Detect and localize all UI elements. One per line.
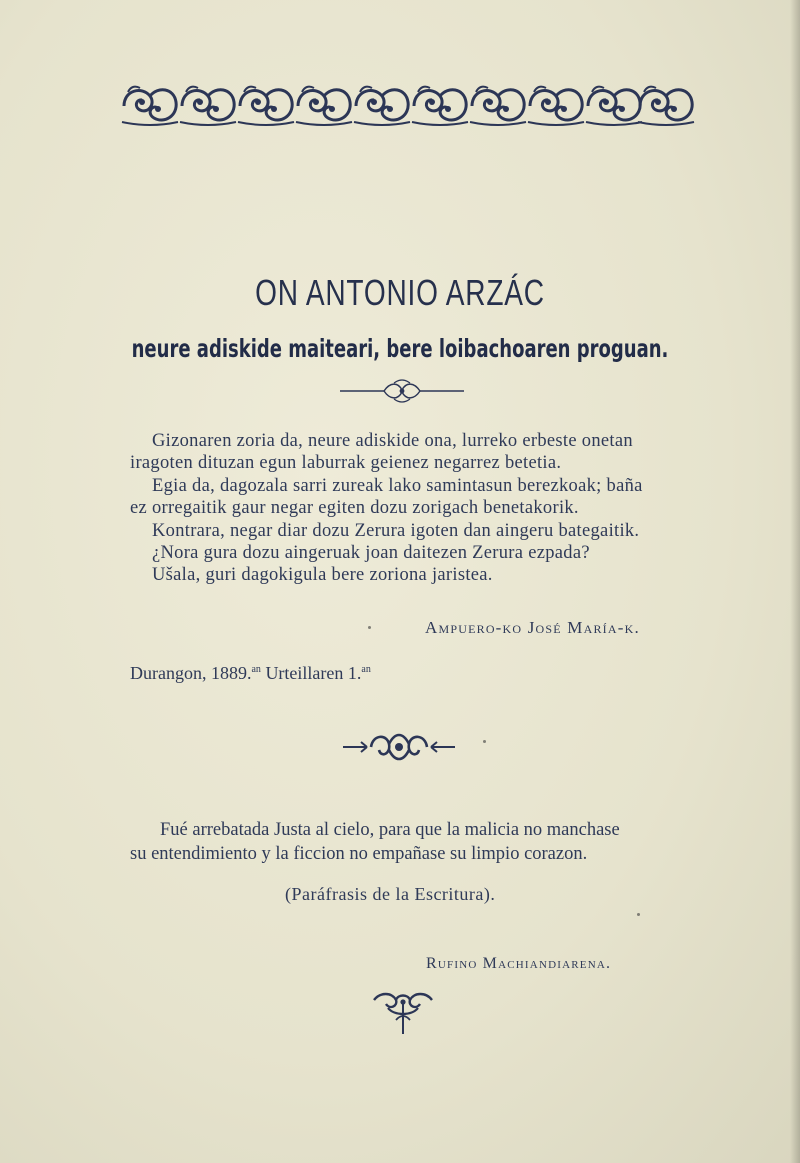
divider-ornament-icon [340, 378, 464, 404]
basque-line: Egia da, dagozala sarri zureak lako samintasun berezkoak; baña [152, 475, 643, 496]
epigraph-source: (Paráfrasis de la Escritura). [285, 884, 496, 904]
dedication-subtitle: neure adiskide maiteari, bere loibachoaren proguan. [131, 334, 669, 363]
basque-line: iragoten dituzan egun laburrak geienez negarrez betetia. [130, 453, 562, 474]
mid-ornament-icon [343, 730, 455, 764]
basque-line: ez orregaitik gaur negar egiten dozu zorigach benetakorik. [130, 498, 579, 519]
spanish-line: Fué arrebatada Justa al cielo, para que la malicia no manchase [160, 820, 620, 840]
basque-line: ¿Nora gura dozu aingeruak joan daitezen Zerura ezpada? [152, 543, 590, 564]
dateline-year-suffix: an [251, 664, 261, 675]
dateline-place: Durangon, [130, 663, 207, 683]
dateline-year: 1889. [210, 663, 252, 683]
ink-speck [637, 913, 640, 916]
basque-line: Gizonaren zoria da, neure adiskide ona, lurreko erbeste onetan [152, 431, 633, 451]
page-title: ON ANTONIO ARZÁC [255, 272, 545, 313]
ink-speck [368, 626, 371, 629]
dateline-day-suffix: an [361, 664, 371, 675]
basque-line: Kontrara, negar diar dozu Zerura igoten dan aingeru bategaitik. [152, 520, 640, 541]
basque-dedication-text [130, 430, 710, 587]
basque-line: Ušala, guri dagokigula bere zoriona jaristea. [152, 565, 493, 586]
ornament-band-icon [120, 82, 696, 130]
spanish-line: su entendimiento y la ficcion no empañase su limpio corazon. [130, 844, 588, 864]
spanish-epigraph [130, 818, 710, 866]
dateline-month: Urteillaren [265, 663, 344, 683]
tailpiece-ornament-icon [370, 990, 436, 1036]
spanish-signature: Rufino Machiandiarena. [426, 955, 612, 972]
page-edge-shadow [790, 0, 800, 1163]
dateline [130, 663, 371, 684]
dateline-day: 1. [347, 663, 362, 683]
basque-signature: Ampuero-ko José María-k. [425, 618, 640, 637]
ink-speck [483, 740, 486, 743]
